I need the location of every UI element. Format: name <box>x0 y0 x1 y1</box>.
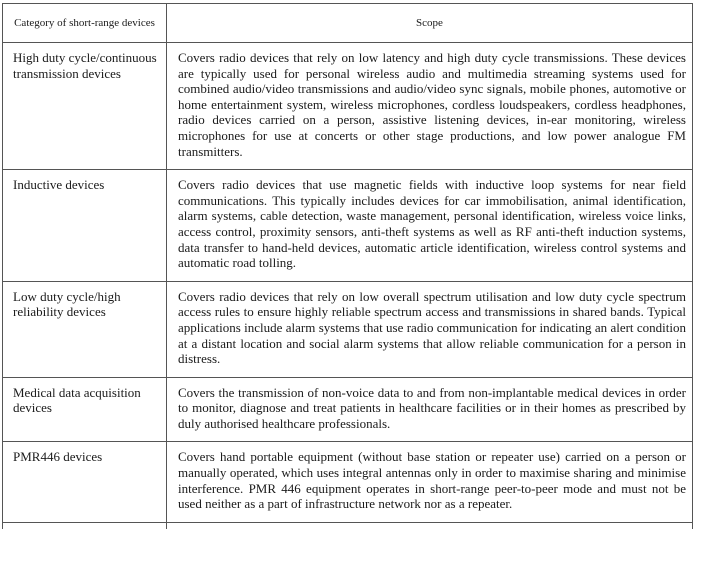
table-row <box>3 170 693 282</box>
table-row <box>3 281 693 377</box>
table-header-row <box>3 4 693 43</box>
category-cell: High duty cycle/continuous transmission devices <box>3 43 167 170</box>
category-cell: Medical data acquisition devices <box>3 377 167 442</box>
header-category: Category of short-range devices <box>3 4 167 43</box>
scope-cell: Covers radio devices that rely on low latency and high duty cycle transmissions. These devices are typically used for personal wireless audio and multimedia streaming systems used for combined audio/video transmissions and audio/video sync signals, mobile phones, automotive or home entertainment system, wireless microphones, cordless loudspeakers, cordless headphones, radio devices carried on a person, assistive listening devices, in-ear monitoring, wireless microphones for use at concerts or other stage productions, and low power analogue FM transmitters. <box>167 43 693 170</box>
short-range-devices-table-container <box>0 3 703 529</box>
category-cell: Inductive devices <box>3 170 167 282</box>
scope-cell: Covers hand portable equipment (without base station or repeater use) carried on a person or manually operated, which uses integral antennas only in order to maximise sharing and minimise interference. PMR 446 equipment operates in short-range peer-to-peer mode and must not be used neither as a part of infrastructure network nor as a repeater. <box>167 442 693 522</box>
table-row <box>3 43 693 170</box>
short-range-devices-table <box>2 3 693 529</box>
category-cell: Low duty cycle/high reliability devices <box>3 281 167 377</box>
category-cell: PMR446 devices <box>3 442 167 522</box>
table-row <box>3 442 693 522</box>
continuation-cell <box>167 522 693 529</box>
scope-cell: Covers radio devices that use magnetic fields with inductive loop systems for near field communications. This typically includes devices for car immobilisation, animal identification, alarm systems, cable detection, waste management, personal identification, wireless voice links, access control, proximity sensors, anti-theft systems as well as RF anti-theft induction systems, data transfer to hand-held devices, automatic article identification, wireless control systems and automatic road tolling. <box>167 170 693 282</box>
header-scope: Scope <box>167 4 693 43</box>
table-row <box>3 377 693 442</box>
continuation-cell <box>3 522 167 529</box>
scope-cell: Covers the transmission of non-voice data to and from non-implantable medical devices in order to monitor, diagnose and treat patients in healthcare facilities or in their homes as prescribed by duly authorised healthcare professionals. <box>167 377 693 442</box>
table-continuation-row <box>3 522 693 529</box>
scope-cell: Covers radio devices that rely on low overall spectrum utilisation and low duty cycle spectrum access rules to ensure highly reliable spectrum access and transmissions in shared bands. Typical applications include alarm systems that use radio communication for indicating an alert condition at a distant location and social alarm systems that allow reliable communication for a person in distress. <box>167 281 693 377</box>
